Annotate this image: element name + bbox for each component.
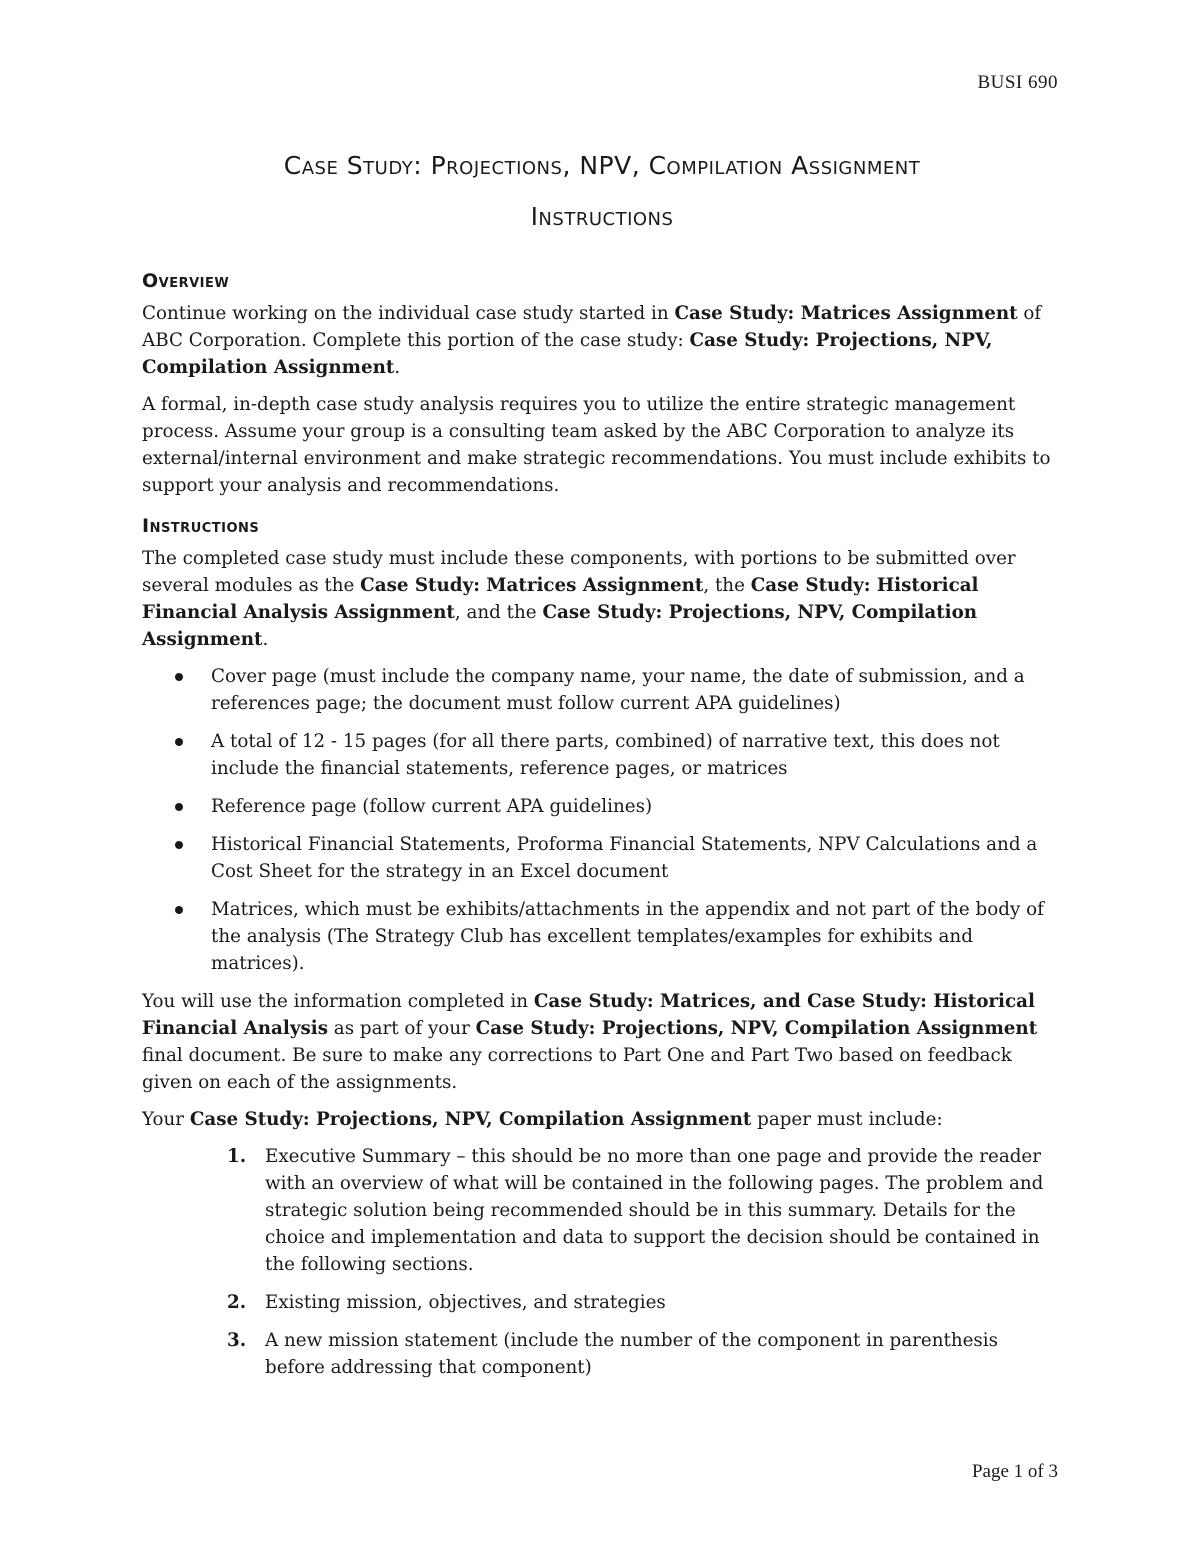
components-bullet-list [142,663,1062,977]
list-item: 2. Existing mission, objectives, and strategies [227,1292,666,1313]
document-body [142,140,1062,1392]
instructions-paragraph-1: The completed case study must include these components, with portions to be submitted over several modules as the Case Study: Matrices Assignment, the Case Study: Historical Financial Analysis Assignment, and the Case Study: Projections, NPV, Compilation Assignment. [142,548,1016,650]
list-item: Matrices, which must be exhibits/attachments in the appendix and not part of the body of the analysis (The Strategy Club has excellent templates/examples for exhibits and matrices). [142,896,1062,977]
instructions-paragraph-3: Your Case Study: Projections, NPV, Compilation Assignment paper must include: [142,1109,943,1130]
bullet-icon [175,803,183,811]
overview-paragraph-2: A formal, in-depth case study analysis requires you to utilize the entire strategic management process. Assume your group is a consulting team asked by the ABC Corporation to analyze its external/internal environment and make strategic recommendations. You must include exhibits to support your analysis and recommendations. [142,394,1051,496]
instructions-paragraph-2: You will use the information completed in Case Study: Matrices, and Case Study: Historical Financial Analysis as part of your Case Study: Projections, NPV, Compilation Assignment final document. Be sure to make any corrections to Part One and Part Two based on feedback given on each of the assignments. [142,991,1038,1093]
list-item: 3. A new mission statement (include the number of the component in parenthesis before addressing that component) [227,1330,999,1378]
bullet-icon [175,906,183,914]
course-code-header: BUSI 690 [977,72,1058,93]
page-number: Page 1 of 3 [971,1461,1058,1482]
list-item: 1. Executive Summary – this should be no more than one page and provide the reader with an overview of what will be contained in the following pages. The problem and strategic solution being recommended should be in this summary. Details for the choice and implementation and data to support the decision should be contained in the following sections. [227,1146,1044,1275]
overview-paragraph-1: Continue working on the individual case study started in Case Study: Matrices Assignment of ABC Corporation. Complete this portion of the case study: Case Study: Projections, NPV, Compilation Assignment. [142,303,1042,378]
title-line-1: Case Study: Projections, NPV, Compilation Assignment [283,151,921,180]
instructions-heading: Instructions [142,515,260,537]
overview-heading: Overview [142,270,230,292]
paper-requirements-list [142,1143,1062,1381]
list-item: Reference page (follow current APA guidelines) [142,793,1062,820]
title-line-2: Instructions [530,202,674,231]
bullet-icon [175,673,183,681]
document-title [142,140,1062,242]
bullet-icon [175,738,183,746]
bullet-icon [175,841,183,849]
list-item: Historical Financial Statements, Proforma Financial Statements, NPV Calculations and a Cost Sheet for the strategy in an Excel document [142,831,1062,885]
list-item: A total of 12 - 15 pages (for all there parts, combined) of narrative text, this does not include the financial statements, reference pages, or matrices [142,728,1062,782]
list-item: Cover page (must include the company name, your name, the date of submission, and a references page; the document must follow current APA guidelines) [142,663,1062,717]
